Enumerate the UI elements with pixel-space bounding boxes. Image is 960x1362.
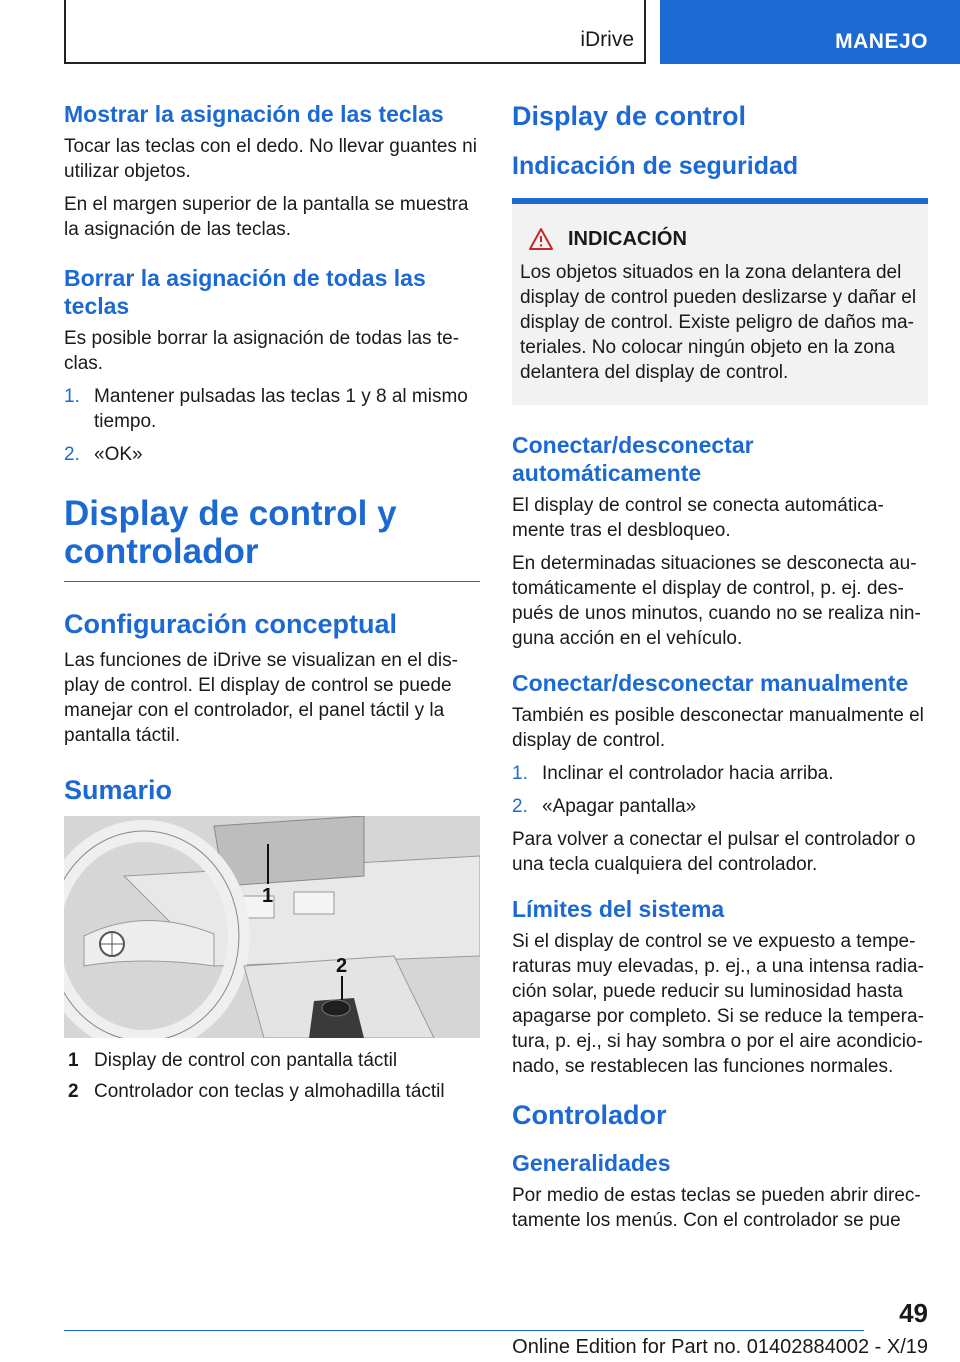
legend-number: 2 [68, 1081, 79, 1102]
step-text: «OK» [94, 444, 143, 465]
heading-conectar-automatico: Conectar/desconectar automáticamente [512, 432, 754, 486]
legend-text: Display de control con pantalla táctil [94, 1050, 398, 1071]
heading-limites-sistema: Límites del sistema [512, 896, 725, 922]
callout-number: 1 [262, 885, 274, 907]
list-item [64, 384, 480, 434]
heading-indicacion-seguridad: Indicación de seguridad [512, 152, 799, 180]
notice-title-row [520, 226, 918, 252]
paragraph-volver-conectar: Para volver a conectar el pulsar el controlador o una tecla cualquiera del controlador. [512, 829, 916, 875]
right-column [512, 100, 928, 1241]
heading-generalidades: Generalidades [512, 1150, 671, 1176]
legend-number: 1 [68, 1050, 79, 1071]
step-number: 2. [512, 796, 528, 817]
chapter-heading-display-controlador: Display de control y controlador [64, 495, 480, 582]
header-chapter-title: iDrive [580, 28, 634, 51]
step-text: Inclinar el controlador hacia arriba. [542, 763, 834, 784]
legend-text: Controlador con teclas y almohadilla táctil [94, 1081, 445, 1102]
paragraph-auto-conecta: El display de control se conecta automáticamente tras el desbloqueo. [512, 495, 884, 541]
notice-title: INDICACIÓN [568, 228, 687, 250]
paragraph-configuracion: Las funciones de iDrive se visualizan en el display de control. El display de control se puede manejar con el controlador, el panel táctil y la pantalla táctil. [64, 650, 458, 746]
step-text: «Apagar pantalla» [542, 796, 697, 817]
list-item [512, 761, 928, 786]
left-column [64, 100, 480, 1110]
step-number: 2. [64, 444, 80, 465]
figure-legend [64, 1048, 480, 1104]
cockpit-illustration [64, 816, 480, 1038]
paragraph-manual: También es posible desconectar manualmente el display de control. [512, 705, 924, 751]
steps-list-borrar [64, 384, 480, 467]
safety-notice-box [512, 198, 928, 405]
paragraph-generalidades: Por medio de estas teclas se pueden abrir directamente los menús. Con el controlador se pue [512, 1185, 921, 1231]
paragraph-limites: Si el display de control se ve expuesto a temperaturas muy elevadas, p. ej., a una intensa radiación solar, puede reducir su luminosidad hasta apagarse por completo. Si se reduce la temperatura, p. ej., si hay sombra o por el aire acondicionado, se restablecen las funciones normales. [512, 931, 924, 1077]
footer-divider [64, 1330, 864, 1331]
header-section-tab[interactable] [660, 0, 960, 64]
paragraph-tocar-teclas: Tocar las teclas con el dedo. No llevar guantes ni utilizar objetos. [64, 136, 477, 182]
steps-list-manual [512, 761, 928, 819]
heading-display-control: Display de control [512, 101, 747, 131]
footer-edition: Online Edition for Part no. 01402884002 - X/19 [512, 1336, 928, 1358]
list-item [64, 442, 480, 467]
list-item [512, 794, 928, 819]
heading-sumario: Sumario [64, 775, 173, 805]
heading-configuracion-conceptual: Configuración conceptual [64, 609, 398, 639]
step-number: 1. [512, 763, 528, 784]
legend-row [64, 1048, 480, 1073]
callout-number: 2 [336, 955, 348, 977]
heading-controlador: Controlador [512, 1100, 667, 1130]
paragraph-posible-borrar: Es posible borrar la asignación de todas las teclas. [64, 328, 460, 374]
warning-triangle-icon [528, 227, 554, 251]
page-number: 49 [899, 1298, 928, 1328]
heading-mostrar-asignacion: Mostrar la asignación de las teclas [64, 101, 444, 127]
heading-borrar-asignacion: Borrar la asignación de todas las teclas [64, 265, 426, 319]
step-text: Mantener pulsadas las teclas 1 y 8 al mismo tiempo. [94, 386, 468, 432]
step-number: 1. [64, 386, 80, 407]
paragraph-margen-superior: En el margen superior de la pantalla se muestra la asignación de las teclas. [64, 194, 469, 240]
legend-row [64, 1079, 480, 1104]
heading-conectar-manual: Conectar/desconectar manualmente [512, 670, 909, 696]
cockpit-drawing [64, 816, 480, 1038]
header-chapter-box [64, 0, 646, 64]
paragraph-auto-desconecta: En determinadas situaciones se desconecta automáticamente el display de control, p. ej. después de unos minutos, cuando no se realiza ninguna acción en el vehículo. [512, 553, 921, 649]
header-section-title: MANEJO [835, 30, 928, 53]
notice-text: Los objetos situados en la zona delantera del display de control pueden deslizarse y dañar el display de control. Existe peligro de daños materiales. No colocar ningún objeto en la zona delantera del display de control. [520, 262, 917, 383]
